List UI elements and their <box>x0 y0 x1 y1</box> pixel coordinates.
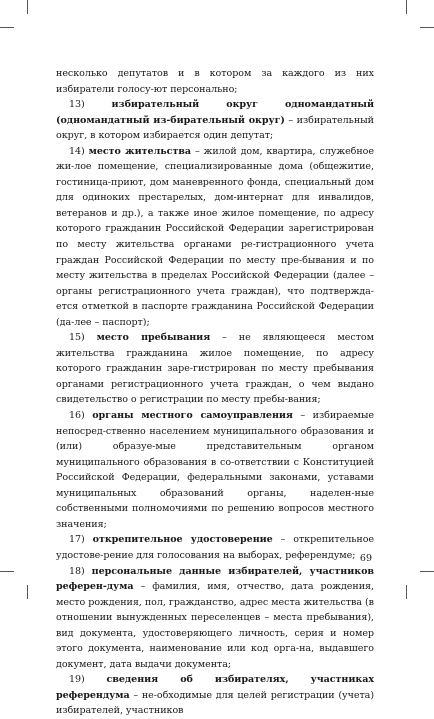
paragraph-text: 19) <box>69 674 107 686</box>
term: место жительства <box>88 145 192 157</box>
paragraph-text: – избираемые непосред-ственно населением муниципального образования и (или) образуе-мые представительным органом муниципального образования в со-ответствии с Конституцией Российской Федерации, федеральными законами, уставами муниципальных образований органы, наделен-ные собственными полномочиями по решению вопросов местного значения; <box>56 410 374 530</box>
paragraph <box>56 330 374 408</box>
term: открепительное удостоверение <box>92 534 273 546</box>
paragraph <box>56 66 374 97</box>
term: сведения об избирателях, участниках референдума <box>56 674 374 701</box>
paragraph-text: 15) <box>69 332 97 344</box>
paragraph-text: 17) <box>69 534 93 546</box>
paragraph <box>56 144 374 331</box>
paragraph-text: 16) <box>69 410 93 422</box>
crop-mark <box>0 571 14 572</box>
paragraph-text: несколько депутатов и в котором за каждого из них избиратели голосу-ют персонально; <box>56 68 374 95</box>
paragraph-text: – открепительное удостове-рение для голосования на выборах, референдуме; <box>56 534 374 561</box>
term: избирательный округ одномандатный (одномандатный из-бирательный округ) <box>56 99 374 126</box>
crop-mark <box>27 585 28 599</box>
crop-mark <box>0 27 14 28</box>
crop-mark <box>406 0 407 14</box>
paragraph-text: – фамилия, имя, отчество, дата рождения, место рождения, пол, гражданство, адрес места жительства (в отношении вынужденных переселенцев – места пребывания), вид документа, удостоверяющего личность, серия и номер этого документа, наименование или код орга-на, выдавшего документ, дата выдачи документа; <box>56 581 374 670</box>
crop-mark <box>406 585 407 599</box>
crop-mark <box>420 27 434 28</box>
document-body <box>56 66 374 719</box>
paragraph <box>56 672 374 719</box>
term: органы местного самоуправления <box>92 410 293 422</box>
crop-mark <box>420 571 434 572</box>
crop-mark <box>27 0 28 14</box>
paragraph <box>56 408 374 532</box>
term: персональные данные избирателей, участников референ-дума <box>56 565 374 593</box>
paragraph-text: – жилой дом, квартира, служебное жи-лое помещение, специализированные дома (общежитие, гостиница-приют, дом маневренного фонда, специальный дом для одиноких престарелых, дом-интернат для инвалидов, ветеранов и др.), а также иное жилое помещение, по адресу которого гражданин Российской Федерации зарегистрирован по месту жительства органами ре-гистрационного учета граждан Российской Федерации по месту пре-бывания и по месту жительства в пределах Российской Федерации (далее – органы регистрационного учета граждан), что подтвержда-ется отметкой в паспорте гражданина Российской Федерации (да-лее – паспорт); <box>56 145 374 328</box>
paragraph-text: 13) <box>69 99 112 111</box>
paragraph <box>56 97 374 144</box>
paragraph-text: 14) <box>69 145 89 157</box>
term: место пребывания <box>96 332 211 344</box>
paragraph <box>56 564 374 673</box>
paragraph-text: – не-обходимые для целей регистрации (учета) избирателей, участников <box>56 689 374 717</box>
page-number: 69 <box>359 553 372 564</box>
paragraph-text: 18) <box>69 565 92 577</box>
paragraph-text: – не являющееся местом жительства гражданина жилое помещение, по адресу которого гражданин заре-гистрирован по месту пребывания органами регистрационного учета граждан, о чем выдано свидетельство о регистрации по месту пребы-вания; <box>56 332 374 406</box>
paragraph-text: – избирательный округ, в котором избирается один депутат; <box>56 114 374 142</box>
paragraph <box>56 532 374 563</box>
